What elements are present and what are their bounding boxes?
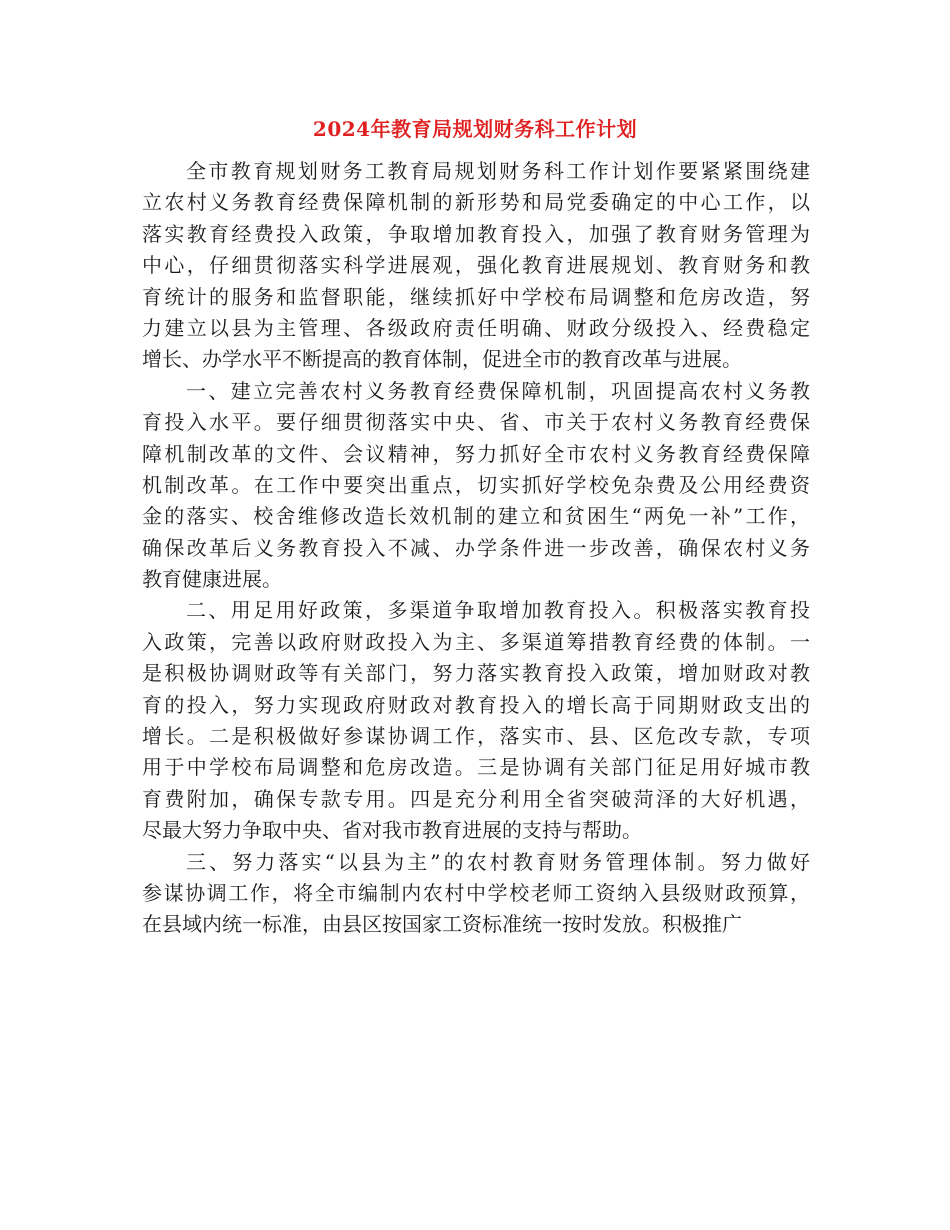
paragraph-line: 育统计的服务和监督职能，继续抓好中学校布局调整和危房改造，努 [142,284,810,309]
paragraph [142,376,810,596]
paragraph-line: 育的投入，努力实现政府财政对教育投入的增长高于同期财政支出的 [142,692,810,717]
document-title: 2024年教育局规划财务科工作计划 [312,117,638,141]
paragraph-line: 金的落实、校舍维修改造长效机制的建立和贫困生“两免一补”工作， [142,504,810,529]
paragraph-line: 障机制改革的文件、会议精神，努力抓好全市农村义务教育经费保障 [142,441,810,466]
paragraph-line: 力建立以县为主管理、各级政府责任明确、财政分级投入、经费稳定 [142,315,810,340]
paragraph [142,156,810,376]
paragraph-line: 增长、办学水平不断提高的教育体制，促进全市的教育改革与进展。 [142,347,742,372]
paragraph-line: 入政策，完善以政府财政投入为主、多渠道筹措教育经费的体制。一 [142,629,810,654]
paragraph-line: 确保改革后义务教育投入不减、办学条件进一步改善，确保农村义务 [142,535,810,560]
document-body [142,156,810,941]
paragraph [142,847,810,941]
paragraph-line: 机制改革。在工作中要突出重点，切实抓好学校免杂费及公用经费资 [142,472,810,497]
paragraph-line: 教育健康进展。 [142,567,282,592]
paragraph-line: 是积极协调财政等有关部门，努力落实教育投入政策，增加财政对教 [142,661,810,686]
paragraph-line: 参谋协调工作，将全市编制内农村中学校老师工资纳入县级财政预算， [142,880,810,905]
paragraph [142,595,810,846]
paragraph-line: 三、努力落实“以县为主”的农村教育财务管理体制。努力做好 [186,849,810,874]
paragraph-line: 育投入水平。要仔细贯彻落实中央、省、市关于农村义务教育经费保 [142,410,810,435]
paragraph-line: 立农村义务教育经费保障机制的新形势和局党委确定的中心工作，以 [142,190,810,215]
paragraph-line: 增长。二是积极做好参谋协调工作，落实市、县、区危改专款，专项 [142,724,810,749]
paragraph-line: 中心，仔细贯彻落实科学进展观，强化教育进展规划、教育财务和教 [142,253,810,278]
paragraph-line: 落实教育经费投入政策，争取增加教育投入，加强了教育财务管理为 [142,221,810,246]
paragraph-line: 用于中学校布局调整和危房改造。三是协调有关部门征足用好城市教 [142,755,810,780]
paragraph-line: 在县域内统一标准，由县区按国家工资标准统一按时发放。积极推广 [142,912,742,937]
paragraph-line: 全市教育规划财务工教育局规划财务科工作计划作要紧紧围绕建 [186,159,810,183]
paragraph-line: 尽最大努力争取中央、省对我市教育进展的支持与帮助。 [142,818,642,843]
paragraph-line: 育费附加，确保专款专用。四是充分利用全省突破菏泽的大好机遇， [142,786,810,811]
paragraph-line: 二、用足用好政策，多渠道争取增加教育投入。积极落实教育投 [186,598,810,623]
paragraph-line: 一、建立完善农村义务教育经费保障机制，巩固提高农村义务教 [186,378,810,403]
